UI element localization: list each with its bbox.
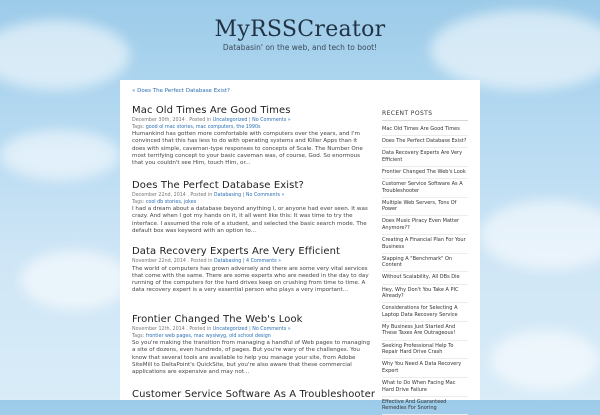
recent-post-link[interactable]: Data Recovery Experts Are Very Efficient (382, 148, 468, 167)
background-cloud (0, 20, 130, 90)
recent-post-link[interactable]: What to Do When Facing Mac Hard Drive Failure (382, 378, 468, 397)
recent-post-link[interactable]: My Business Just Started And These Taxes Are Outrageous! (382, 322, 468, 341)
background-cloud (490, 330, 600, 390)
recent-post-link[interactable]: Multiple Web Servers, Tons Of Power (382, 198, 468, 217)
post-tag-links[interactable]: good ol mac stories, mac computers, the 1990s (145, 124, 261, 130)
background-cloud (480, 200, 600, 270)
post-title[interactable]: Customer Service Software As A Troubleshooter (132, 389, 376, 400)
post-excerpt: I had a dream about a database beyond anything I, or anyone had ever seen. It was crazy. And when I got my hands on it, it all went like this: It was time to try the interface. I assumed the role of a student, and selected the basic search mode. The default box was keyword with an option to... (132, 206, 368, 234)
post-title[interactable]: Mac Old Times Are Good Times (132, 105, 291, 116)
recent-posts-heading: RECENT POSTS (382, 110, 468, 121)
post-meta: November 22nd, 2014 . Posted in Databasing | 4 Comments » (132, 259, 282, 264)
post-date: December 30th, 2014 . Posted in (132, 118, 213, 123)
background-cloud (0, 130, 120, 180)
post-entry (132, 313, 372, 376)
post-tags-label: Tags: (132, 333, 146, 339)
site-tagline: Databasin' on the web, and tech to boot! (222, 43, 378, 52)
post-tag-links[interactable]: cool db stories, jokes (145, 199, 197, 205)
post-entry (132, 245, 372, 295)
post-title[interactable]: Does The Perfect Database Exist? (132, 180, 304, 191)
recent-post-link[interactable]: Does The Perfect Database Exist? (382, 136, 468, 148)
recent-post-link[interactable]: Considerations for Selecting A Laptop Data Recovery Service (382, 303, 468, 322)
recent-post-link[interactable]: Without Scalability, All DBs Die (382, 272, 468, 284)
post-category-link[interactable]: Databasing (213, 259, 242, 264)
previous-post-link[interactable]: « Does The Perfect Database Exist? (132, 88, 230, 94)
post-meta: December 22nd, 2014 . Posted in Databasing | No Comments » (132, 193, 285, 198)
post-comments-link[interactable]: No Comments » (245, 193, 285, 198)
post-title[interactable]: Data Recovery Experts Are Very Efficient (132, 246, 341, 257)
recent-post-link[interactable]: Seeking Professional Help To Repair Hard Drive Crash (382, 341, 468, 360)
recent-posts-list (382, 124, 468, 415)
post-tags-label: Tags: (132, 199, 146, 205)
recent-post-link[interactable]: Does Music Piracy Even Matter Anymore?? (382, 216, 468, 235)
recent-post-link[interactable]: Why You Need A Data Recovery Expert (382, 359, 468, 378)
post-category-link[interactable]: Uncategorized (212, 327, 248, 332)
site-header (120, 0, 480, 80)
recent-post-link[interactable]: Frontier Changed The Web's Look (382, 167, 468, 179)
recent-post-link[interactable]: Mac Old Times Are Good Times (382, 124, 468, 136)
recent-post-link[interactable]: Creating A Financial Plan For Your Business (382, 235, 468, 254)
post-category-link[interactable]: Uncategorized (212, 118, 248, 123)
recent-post-link[interactable]: Hey, Why Don't You Take A PIC Already? (382, 285, 468, 304)
post-comments-link[interactable]: No Comments » (252, 118, 291, 123)
recent-post-link[interactable]: Effective And Guaranteed Remedies For Snoring (382, 397, 468, 415)
post-date: November 22nd, 2014 . Posted in (132, 259, 214, 264)
background-cloud (20, 250, 130, 310)
page-container (120, 0, 480, 412)
post-comments-link[interactable]: No Comments » (252, 327, 291, 332)
post-date: December 22nd, 2014 . Posted in (132, 193, 214, 198)
post-entry (132, 388, 376, 401)
post-tag-links[interactable]: frontier web pages, mac wysiwyg, old school design (145, 333, 271, 339)
post-excerpt: The world of computers has grown adversely and there are some very vital services that come with the same. There are some experts who are needed in the day to day running of the computers for the hard drives keep on crushing from time to time. A data recovery expert is a very essential person who plays a very important... (132, 265, 369, 294)
post-excerpt: Humankind has gotten more comfortable with computers over the years, and I'm convinced that this has less to do with operating systems and Killer Apps than it does with simple, caveman-type responses to concepts of Scale. The Number One most terrifying concept to your basic caveman was, of course, God. So enormous that you couldn't see Him, touch Him, or... (132, 131, 363, 167)
site-title[interactable]: MyRSSCreator (214, 17, 386, 42)
recent-post-link[interactable]: Slapping A "Benchmark" On Content (382, 254, 468, 273)
post-entry (132, 104, 372, 167)
post-excerpt: So you're making the transition from managing a handful of Web pages to managing a site of dozens, even hundreds, of pages. But you're wary of the challenges. You know that several tools are available to help you manage your site, from Adobe SiteMill to DeltaPoint's QuickSite, but you're also aware that these commercial applications are expensive and may not... (132, 340, 370, 376)
post-date: November 12th, 2014 . Posted in (132, 327, 213, 332)
post-meta: December 30th, 2014 . Posted in Uncategorized | No Comments » (132, 118, 291, 123)
post-category-link[interactable]: Databasing (213, 193, 242, 198)
post-tags-label: Tags: (132, 124, 146, 130)
post-meta: November 12th, 2014 . Posted in Uncategorized | No Comments » (132, 327, 291, 332)
post-comments-link[interactable]: 4 Comments » (246, 259, 282, 264)
post-entry (132, 179, 372, 235)
sidebar (382, 110, 468, 415)
post-title[interactable]: Frontier Changed The Web's Look (132, 314, 303, 325)
recent-post-link[interactable]: Customer Service Software As A Troubleshooter (382, 179, 468, 198)
